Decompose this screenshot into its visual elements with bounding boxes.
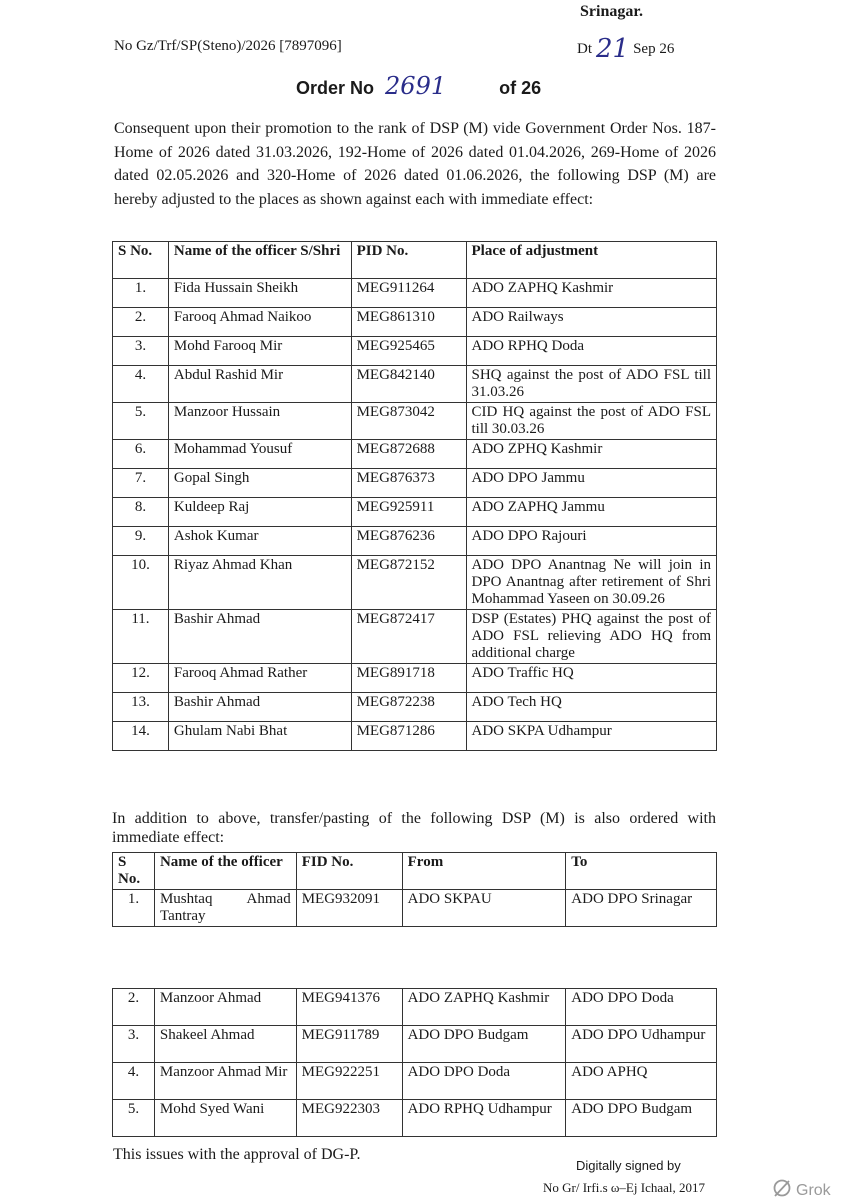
cell-pid: MEG871286 (351, 722, 466, 751)
cell-name: Mohd Farooq Mir (168, 337, 351, 366)
adjustment-table (112, 241, 717, 751)
cell-sno: 5. (113, 1100, 155, 1137)
cell-pid: MEG861310 (351, 308, 466, 337)
table-row (113, 722, 717, 751)
table-row (113, 469, 717, 498)
cell-name: Manzoor Hussain (168, 403, 351, 440)
cell-place: ADO DPO Rajouri (466, 527, 717, 556)
cell-place: CID HQ against the post of ADO FSL till 30.03.26 (466, 403, 717, 440)
cell-sno: 4. (113, 366, 169, 403)
cell-name: Shakeel Ahmad (154, 1026, 296, 1063)
cell-fid: MEG922251 (296, 1063, 402, 1100)
digital-signature-label: Digitally signed by (576, 1158, 681, 1173)
col-header-name: Name of the officer S/Shri (168, 242, 351, 279)
cell-fid: MEG911789 (296, 1026, 402, 1063)
cell-sno: 1. (113, 279, 169, 308)
order-number-handwritten: 2691 (385, 72, 447, 100)
grok-logo-icon (772, 1178, 792, 1203)
table-row (113, 693, 717, 722)
table-row (113, 664, 717, 693)
table-row (113, 440, 717, 469)
col-header-sno: S No. (113, 853, 155, 890)
cell-sno: 2. (113, 308, 169, 337)
cell-from: ADO DPO Budgam (402, 1026, 566, 1063)
cell-to: ADO DPO Srinagar (566, 890, 717, 927)
cell-fid: MEG922303 (296, 1100, 402, 1137)
cell-name: Ashok Kumar (168, 527, 351, 556)
cell-sno: 7. (113, 469, 169, 498)
cell-sno: 3. (113, 1026, 155, 1063)
table-row (113, 308, 717, 337)
cell-from: ADO DPO Doda (402, 1063, 566, 1100)
cell-pid: MEG911264 (351, 279, 466, 308)
cell-pid: MEG872238 (351, 693, 466, 722)
cell-name: Manzoor Ahmad Mir (154, 1063, 296, 1100)
transfer-table-continued (112, 988, 717, 1137)
cell-place: ADO ZPHQ Kashmir (466, 440, 717, 469)
cell-sno: 10. (113, 556, 169, 610)
cell-name: Kuldeep Raj (168, 498, 351, 527)
transfer-paragraph: In addition to above, transfer/pasting of the following DSP (M) is also ordered with immediate effect: (112, 810, 716, 846)
cell-to: ADO APHQ (566, 1063, 717, 1100)
cell-name: Abdul Rashid Mir (168, 366, 351, 403)
cell-sno: 11. (113, 610, 169, 664)
table-row (113, 337, 717, 366)
order-date (577, 34, 674, 64)
cell-name: Gopal Singh (168, 469, 351, 498)
cell-pid: MEG925465 (351, 337, 466, 366)
signature-footer: No Gr/ Irfi.s ω–Ej Ichaal, 2017 (543, 1180, 705, 1195)
cell-pid: MEG925911 (351, 498, 466, 527)
table-row (113, 1026, 717, 1063)
cell-place: ADO RPHQ Doda (466, 337, 717, 366)
cell-fid: MEG941376 (296, 989, 402, 1026)
table-row (113, 610, 717, 664)
table-row (113, 403, 717, 440)
cell-sno: 3. (113, 337, 169, 366)
cell-pid: MEG873042 (351, 403, 466, 440)
col-header-from: From (402, 853, 566, 890)
approval-note: This issues with the approval of DG-P. (113, 1146, 361, 1163)
col-header-place: Place of adjustment (466, 242, 717, 279)
file-number: No Gz/Trf/SP(Steno)/2026 [7897096] (114, 38, 342, 54)
col-header-pid: PID No. (351, 242, 466, 279)
cell-name: Riyaz Ahmad Khan (168, 556, 351, 610)
cell-sno: 13. (113, 693, 169, 722)
cell-pid: MEG891718 (351, 664, 466, 693)
cell-name: Mohammad Yousuf (168, 440, 351, 469)
cell-to: ADO DPO Doda (566, 989, 717, 1026)
table-row (113, 498, 717, 527)
grok-watermark (772, 1178, 831, 1203)
cell-pid: MEG872152 (351, 556, 466, 610)
col-header-fid: FID No. (296, 853, 402, 890)
cell-sno: 14. (113, 722, 169, 751)
order-title (296, 72, 541, 100)
table-row (113, 556, 717, 610)
cell-sno: 6. (113, 440, 169, 469)
table-row (113, 1100, 717, 1137)
cell-sno: 1. (113, 890, 155, 927)
date-day-handwritten: 21 (596, 34, 630, 64)
cell-pid: MEG876236 (351, 527, 466, 556)
cell-name: Mohd Syed Wani (154, 1100, 296, 1137)
cell-name: Farooq Ahmad Rather (168, 664, 351, 693)
table-row (113, 1063, 717, 1100)
cell-sno: 8. (113, 498, 169, 527)
cell-place: ADO Railways (466, 308, 717, 337)
grok-watermark-text: Grok (796, 1181, 831, 1199)
cell-to: ADO DPO Udhampur (566, 1026, 717, 1063)
cell-sno: 5. (113, 403, 169, 440)
intro-paragraph: Consequent upon their promotion to the rank of DSP (M) vide Government Order Nos. 187-Home of 2026 dated 31.03.2026, 192-Home of 2026 dated 01.04.2026, 269-Home of 2026 dated 02.05.2026 and 320-Home of 2026 dated 01.06.2026, the following DSP (M) are hereby adjusted to the places as shown against each with immediate effect: (114, 120, 716, 208)
table-row (113, 279, 717, 308)
issuing-city: Srinagar. (580, 3, 643, 20)
cell-pid: MEG876373 (351, 469, 466, 498)
cell-sno: 2. (113, 989, 155, 1026)
cell-from: ADO ZAPHQ Kashmir (402, 989, 566, 1026)
order-year: of 26 (499, 78, 542, 98)
cell-name: Fida Hussain Sheikh (168, 279, 351, 308)
cell-to: ADO DPO Budgam (566, 1100, 717, 1137)
table-header-row (113, 853, 717, 890)
col-header-sno: S No. (113, 242, 169, 279)
cell-name: Bashir Ahmad (168, 693, 351, 722)
table-row (113, 527, 717, 556)
cell-pid: MEG872417 (351, 610, 466, 664)
date-month-year: Sep 26 (633, 41, 675, 57)
cell-place: SHQ against the post of ADO FSL till 31.03.26 (466, 366, 717, 403)
order-label: Order No (296, 78, 375, 98)
cell-from: ADO RPHQ Udhampur (402, 1100, 566, 1137)
cell-name: Farooq Ahmad Naikoo (168, 308, 351, 337)
col-header-name: Name of the officer (154, 853, 296, 890)
cell-place: ADO DPO Jammu (466, 469, 717, 498)
transfer-table (112, 852, 717, 927)
cell-sno: 12. (113, 664, 169, 693)
cell-place: ADO Traffic HQ (466, 664, 717, 693)
cell-place: ADO Tech HQ (466, 693, 717, 722)
cell-pid: MEG872688 (351, 440, 466, 469)
table-row (113, 366, 717, 403)
cell-fid: MEG932091 (296, 890, 402, 927)
cell-sno: 9. (113, 527, 169, 556)
cell-pid: MEG842140 (351, 366, 466, 403)
cell-name: Ghulam Nabi Bhat (168, 722, 351, 751)
col-header-to: To (566, 853, 717, 890)
table-row (113, 890, 717, 927)
table-header-row (113, 242, 717, 279)
cell-sno: 4. (113, 1063, 155, 1100)
table-row (113, 989, 717, 1026)
cell-place: ADO SKPA Udhampur (466, 722, 717, 751)
cell-name: Mushtaq Ahmad Tantray (154, 890, 296, 927)
date-prefix: Dt (577, 41, 592, 57)
cell-place: DSP (Estates) PHQ against the post of ADO FSL relieving ADO HQ from additional charge (466, 610, 717, 664)
cell-name: Bashir Ahmad (168, 610, 351, 664)
cell-place: ADO DPO Anantnag Ne will join in DPO Anantnag after retirement of Shri Mohammad Yaseen on 30.09.26 (466, 556, 717, 610)
cell-place: ADO ZAPHQ Jammu (466, 498, 717, 527)
cell-place: ADO ZAPHQ Kashmir (466, 279, 717, 308)
cell-name: Manzoor Ahmad (154, 989, 296, 1026)
cell-from: ADO SKPAU (402, 890, 566, 927)
